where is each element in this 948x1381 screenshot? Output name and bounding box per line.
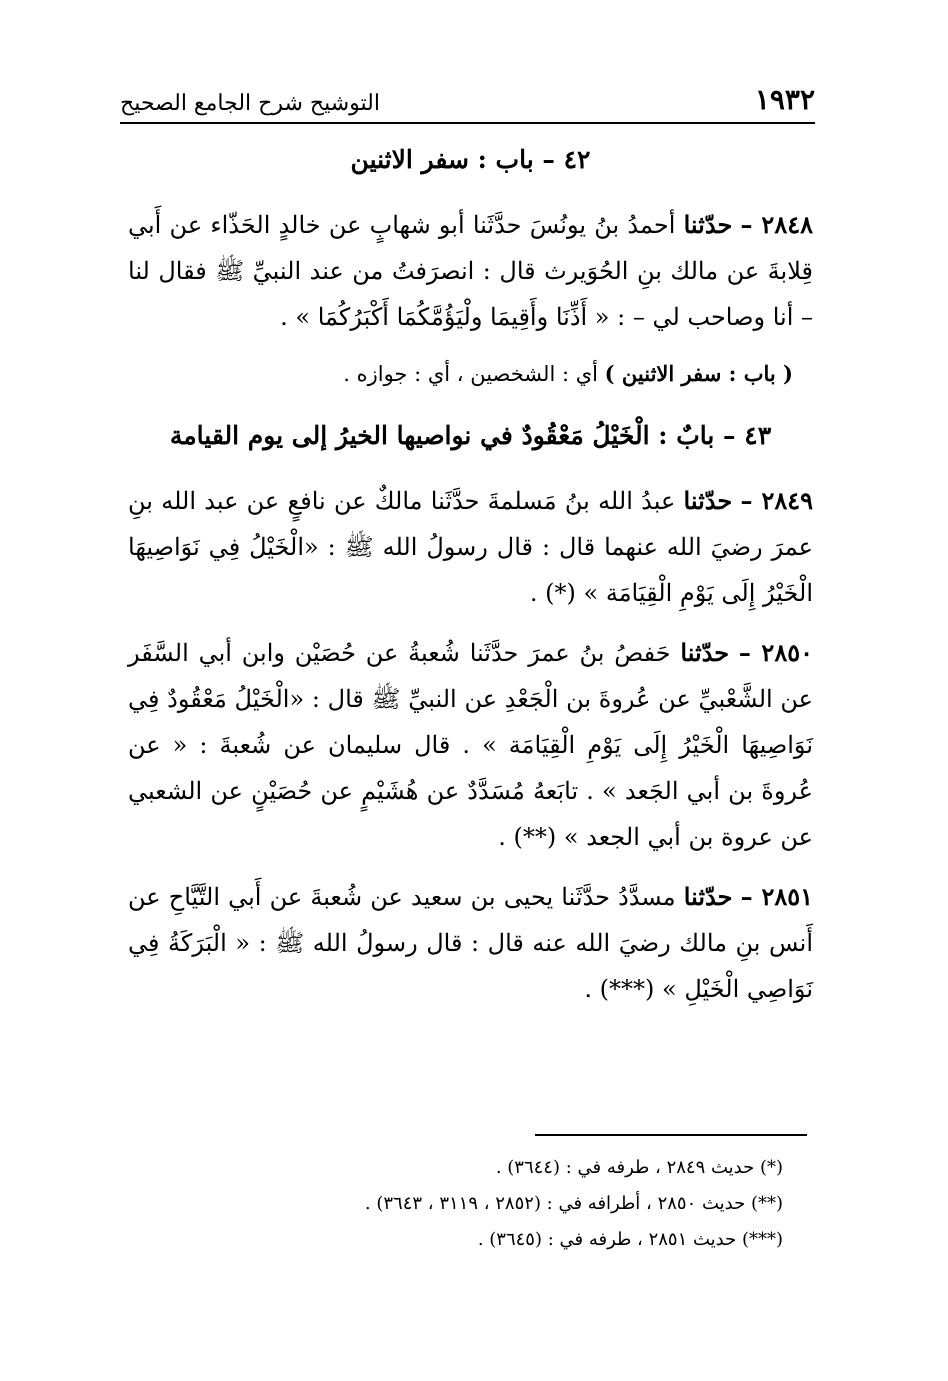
hadith-2851 bbox=[128, 874, 813, 1012]
hadith-number: ٢٨٥١ – bbox=[740, 882, 813, 911]
hadith-number: ٢٨٥٠ – bbox=[738, 638, 813, 667]
page-header bbox=[120, 78, 815, 124]
page-number: ١٩٣٢ bbox=[754, 83, 815, 116]
hadith-text: عبدُ الله بنُ مَسلمةَ حدَّثَنا مالكٌ عن نافعٍ عن عبد الله بنِ عمرَ رضيَ الله عنهما قال : قال رسولُ الله ﷺ : «الْخَيْلُ فِي نَوَاصِيهَا الْخَيْرُ إِلَى يَوْمِ الْقِيَامَة » (*) . bbox=[128, 487, 813, 607]
footnote-3: (***) حديث ٢٨٥١ ، طرفه في : (٣٦٤٥) . bbox=[477, 1229, 783, 1250]
commentary-text: أي : الشخصين ، أي : جوازه . bbox=[343, 362, 598, 386]
hadith-number: ٢٨٤٩ – bbox=[740, 486, 813, 515]
narration-word: حدّثنا bbox=[680, 638, 730, 667]
hadith-number: ٢٨٤٨ – bbox=[740, 210, 813, 239]
footnote-2: (**) حديث ٢٨٥٠ ، أطرافه في : (٢٨٥٢ ، ٣١١٩ ، ٣٦٤٣) . bbox=[364, 1193, 783, 1214]
main-content bbox=[128, 140, 813, 1026]
footnote-1: (*) حديث ٢٨٤٩ ، طرفه في : (٣٦٤٤) . bbox=[495, 1157, 783, 1178]
hadith-text: أحمدُ بنُ يونُسَ حدَّثَنا أبو شهابٍ عن خالدٍ الحَذّاء عن أَبي قِلابةَ عن مالك بنِ الحُوَيرث قال : انصرَفتُ من عند النبيِّ ﷺ فقال لنا – أنا وصاحب لي – : « أَذِّنَا وأَقِيمَا ولْيَؤُمَّكُمَا أَكْبَرُكُمَا » . bbox=[128, 211, 814, 331]
footnote-separator bbox=[535, 1134, 807, 1136]
commentary-42 bbox=[128, 354, 813, 394]
narration-word: حدّثنا bbox=[683, 882, 733, 911]
hadith-text: حَفصُ بنُ عمرَ حدَّثَنا شُعبةُ عن حُصَيْن وابن أبي السَّفَر عن الشَّعْبيِّ عن عُروةَ بن الْجَعْدِ عن النبيِّ ﷺ قال : «الْخَيْلُ مَعْقُودٌ فِي نَوَاصِيهَا الْخَيْرُ إِلَى يَوْمِ الْقِيَامَة » . قال سليمان عن شُعبةَ : « عن عُروةَ بن أبي الجَعد » . تابَعهُ مُسَدَّدٌ عن هُشَيْمٍ عن حُصَيْنٍ عن الشعبي عن عروة بن أبي الجعد » (**) . bbox=[128, 639, 813, 851]
chapter-heading-43: ٤٣ – بابٌ : الْخَيْلُ مَعْقُودٌ في نواصيها الخيرُ إلى يوم القيامة bbox=[169, 421, 772, 450]
hadith-text: مسدَّدُ حدَّثَنا يحيى بن سعيد عن شُعبةَ عن أَبي التَّيَّاحِ عن أَنس بنِ مالك رضيَ الله عنه قال : قال رسولُ الله ﷺ : « الْبَرَكَةُ فِي نَوَاصِي الْخَيْلِ » (***) . bbox=[128, 883, 813, 1003]
commentary-bold: ( باب : سفر الاثنين ) bbox=[604, 361, 793, 386]
narration-word: حدّثنا bbox=[683, 486, 733, 515]
hadith-2848 bbox=[128, 202, 813, 340]
hadith-2849 bbox=[128, 478, 813, 616]
chapter-heading-42: ٤٢ – باب : سفر الاثنين bbox=[350, 145, 591, 174]
narration-word: حدّثنا bbox=[683, 210, 733, 239]
footnotes bbox=[128, 1150, 813, 1258]
hadith-2850 bbox=[128, 630, 813, 860]
running-title: التوشيح شرح الجامع الصحيح bbox=[120, 91, 380, 116]
